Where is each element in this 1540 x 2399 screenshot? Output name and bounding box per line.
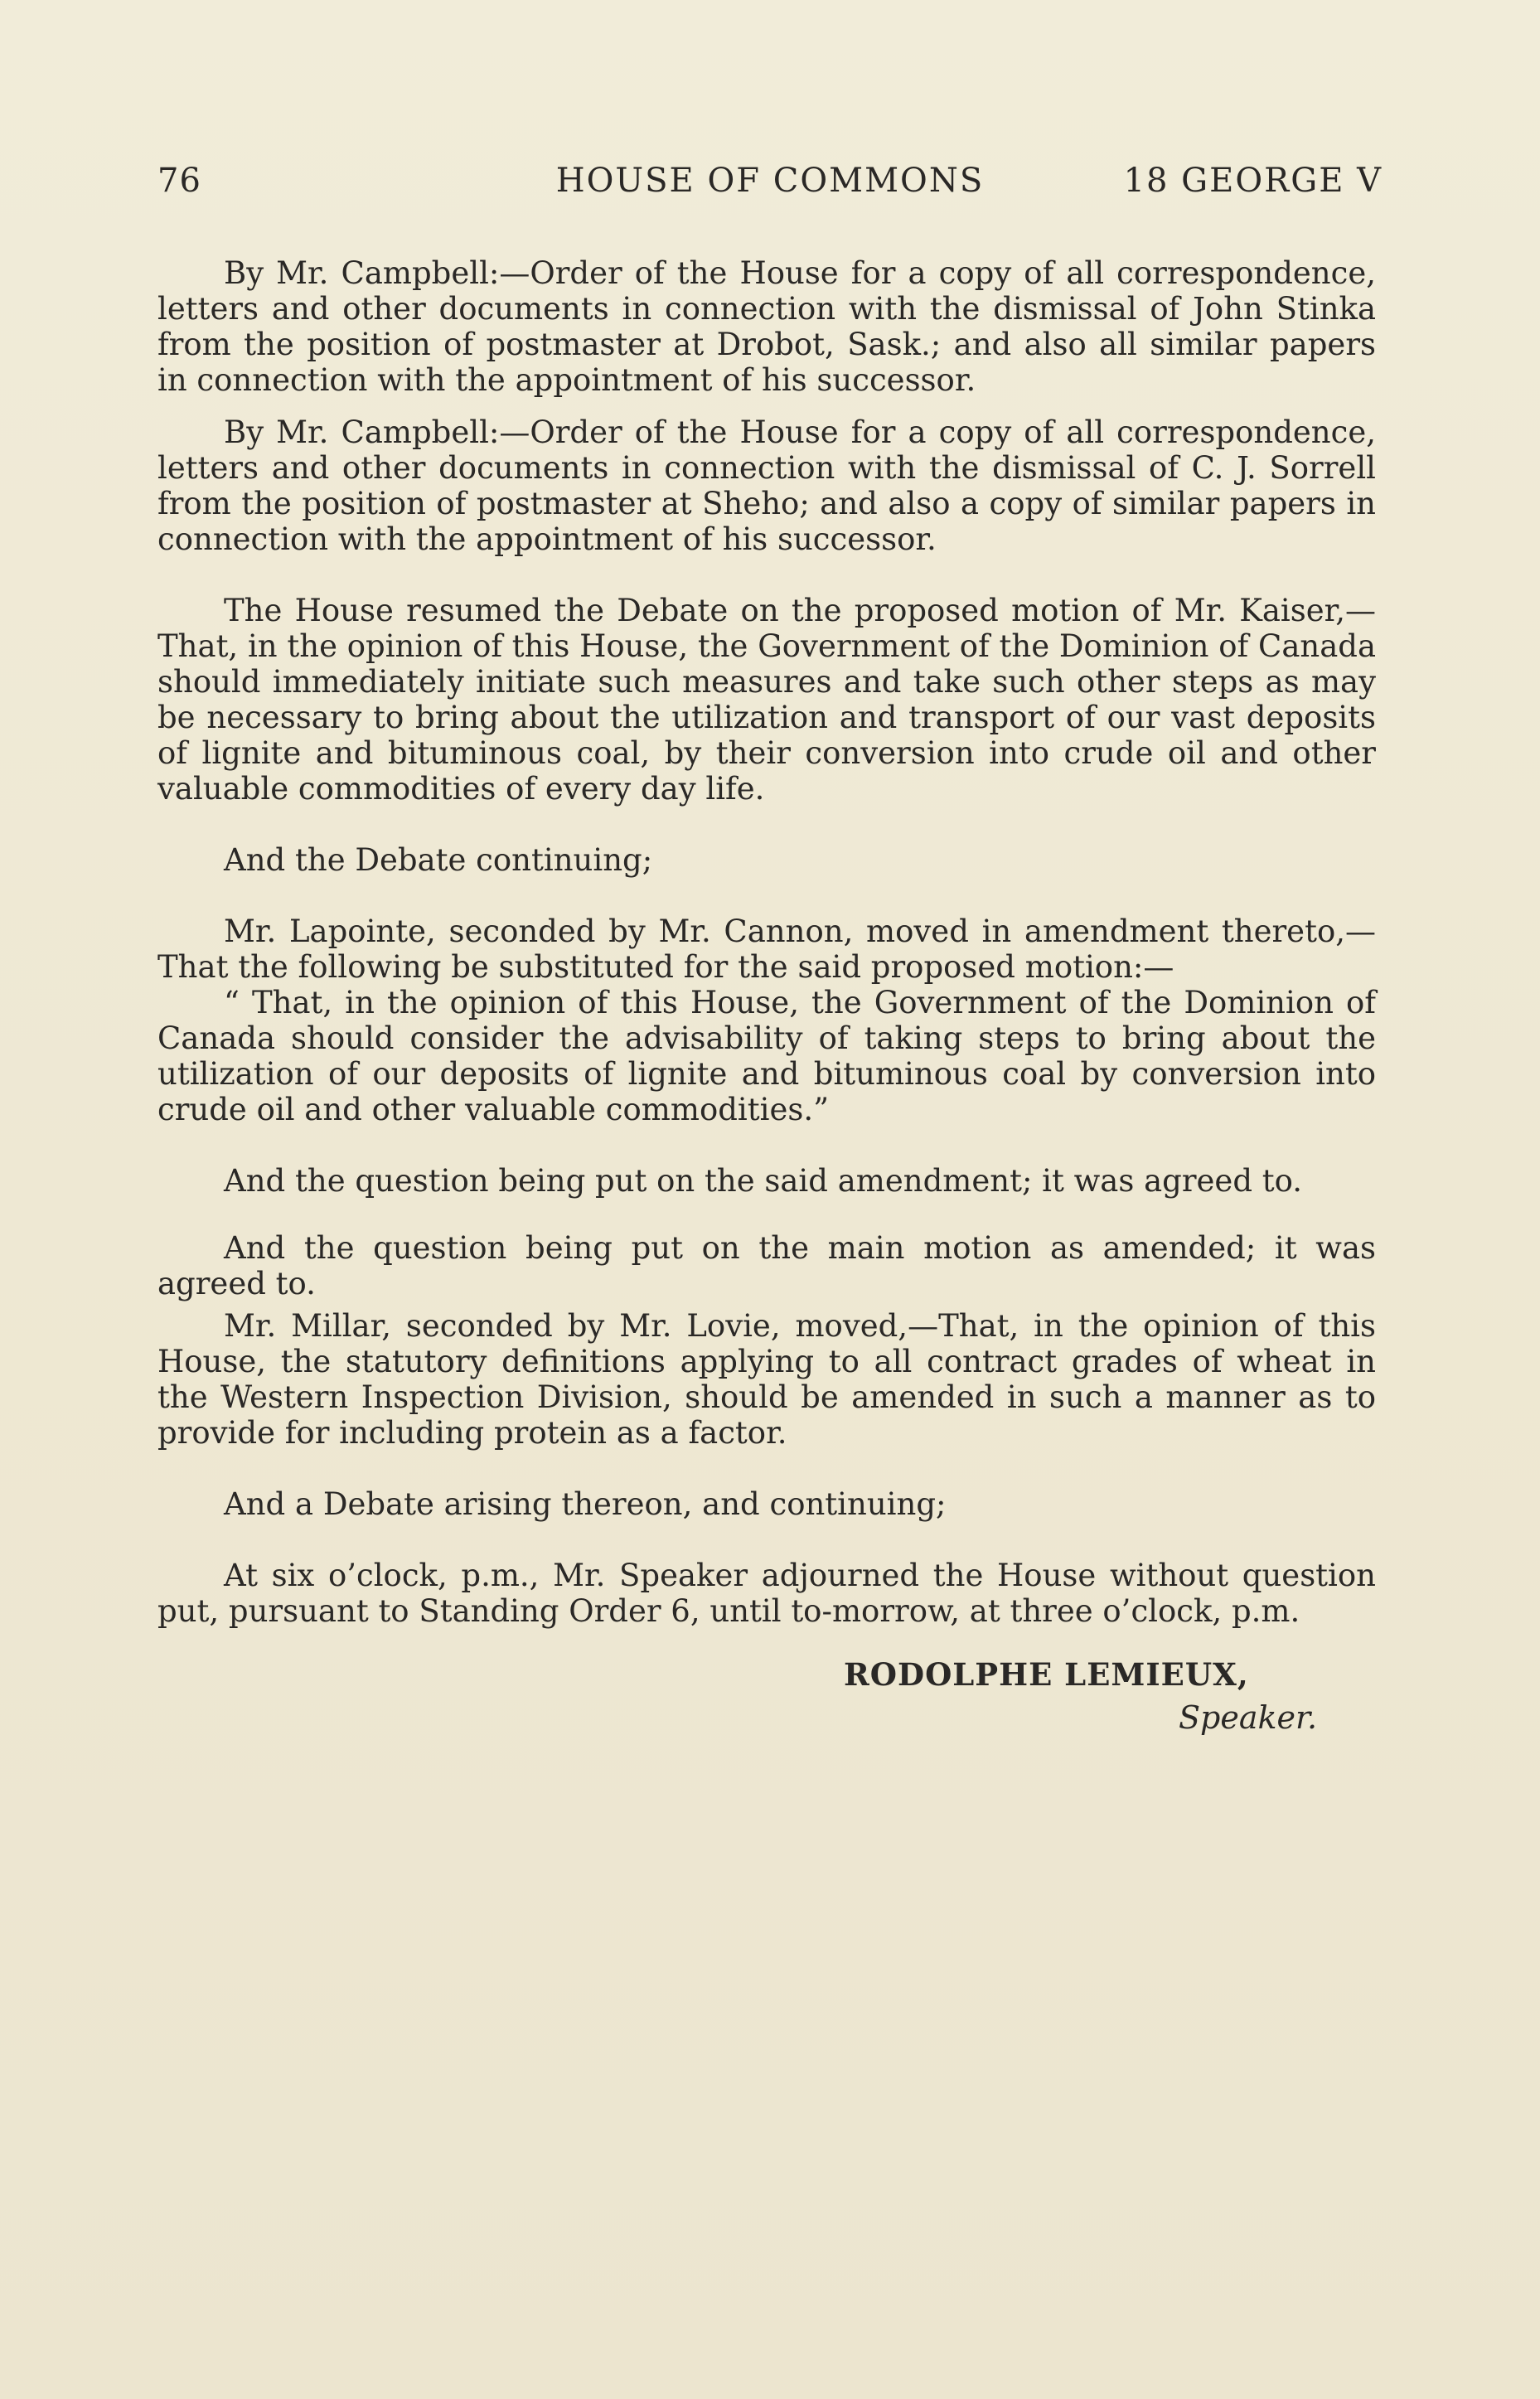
- paragraph-debate-continuing: And the Debate continuing;: [224, 842, 653, 878]
- journal-body: [157, 255, 1376, 1629]
- paragraph-main-motion-agreed: And the question being put on the main motion as amended; it was agreed to.: [157, 1230, 1376, 1301]
- speaker-title: Speaker.: [1179, 1699, 1318, 1736]
- paragraph-amendment-moved: Mr. Lapointe, seconded by Mr. Cannon, moved in amendment thereto,—That the following be substituted for the said proposed motion:—: [157, 914, 1376, 985]
- page-header: [157, 162, 1383, 211]
- speaker-name: RODOLPHE LEMIEUX,: [844, 1656, 1249, 1693]
- paragraph-amendment-agreed: And the question being put on the said amendment; it was agreed to.: [224, 1163, 1303, 1199]
- signature-block: [844, 1656, 1341, 1736]
- page-number: 76: [157, 162, 201, 200]
- paragraph-adjournment: At six o’clock, p.m., Mr. Speaker adjourned the House without question put, pursuant to Standing Order 6, until to-morrow, at three o’clock, p.m.: [157, 1558, 1376, 1629]
- paragraph-amendment-text: “ That, in the opinion of this House, the Government of the Dominion of Canada should consider the advisability of taking steps to bring about the utilization of our deposits of lignite and bituminous coal by conversion into crude oil and other valuable commodities.”: [157, 985, 1376, 1127]
- paragraph-order-stinka: By Mr. Campbell:—Order of the House for a copy of all correspondence, letters and other documents in connection with the dismissal of John Stinka from the position of postmaster at Drobot, Sask.; and also all similar papers in connection with the appointment of his successor.: [157, 255, 1376, 398]
- paragraph-debate-resumed: The House resumed the Debate on the proposed motion of Mr. Kaiser,—That, in the opinion of this House, the Government of the Dominion of Canada should immediately initiate such measures and take such other steps as may be necessary to bring about the utilization and transport of our vast deposits of lignite and bituminous coal, by their conversion into crude oil and other valuable commodities of every day life.: [157, 593, 1377, 807]
- running-title: HOUSE OF COMMONS: [555, 162, 985, 200]
- paragraph-order-sorrell: By Mr. Campbell:—Order of the House for a copy of all correspondence, letters and other documents in connection with the dismissal of C. J. Sorrell from the position of postmaster at Sheho; and also a copy of similar papers in connection with the appointment of his successor.: [157, 414, 1376, 557]
- regnal-year: 18 GEORGE V: [1123, 162, 1383, 200]
- paragraph-debate-arising: And a Debate arising thereon, and continuing;: [224, 1486, 947, 1522]
- paragraph-millar-motion: Mr. Millar, seconded by Mr. Lovie, moved,—That, in the opinion of this House, the statutory definitions applying to all contract grades of wheat in the Western Inspection Division, should be amended in such a manner as to provide for including protein as a factor.: [157, 1308, 1376, 1451]
